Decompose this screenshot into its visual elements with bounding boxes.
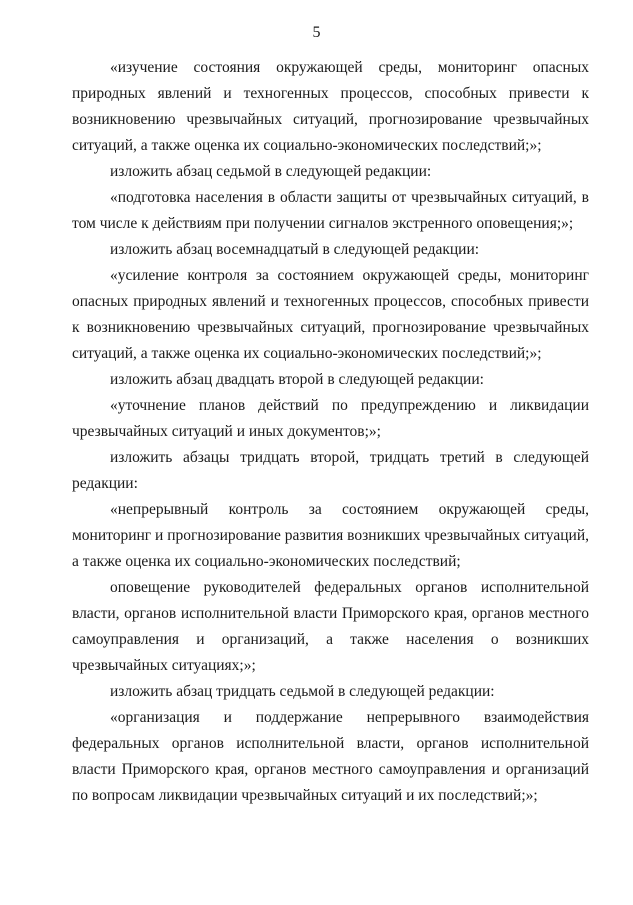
document-body bbox=[72, 55, 589, 809]
paragraph-1: «изучение состояния окружающей среды, мониторинг опасных природных явлений и техногенных процессов, способных привести к возникновению чрезвычайных ситуаций, прогнозирование чрезвычайных ситуаций, а также оценка их социально-экономических последствий;»; bbox=[72, 59, 589, 154]
paragraph-8: изложить абзацы тридцать второй, тридцать третий в следующей редакции: bbox=[72, 449, 589, 492]
paragraph-9: «непрерывный контроль за состоянием окружающей среды, мониторинг и прогнозирование развития возникших чрезвычайных ситуаций, а также оценка их социально-экономических последствий; bbox=[72, 501, 589, 570]
paragraph-12: «организация и поддержание непрерывного взаимодействия федеральных органов исполнительной власти, органов исполнительной власти Приморского края, органов местного самоуправления и организаций по вопросам ликвидации чрезвычайных ситуаций и их последствий;»; bbox=[72, 709, 589, 804]
paragraph-10: оповещение руководителей федеральных органов исполнительной власти, органов исполнительной власти Приморского края, органов местного самоуправления и организаций, а также населения о возникших чрезвычайных ситуациях;»; bbox=[72, 579, 589, 674]
paragraph-7: «уточнение планов действий по предупреждению и ликвидации чрезвычайных ситуаций и иных документов;»; bbox=[72, 397, 589, 440]
paragraph-3: «подготовка населения в области защиты от чрезвычайных ситуаций, в том числе к действиям при получении сигналов экстренного оповещения;»; bbox=[72, 189, 589, 232]
paragraph-6: изложить абзац двадцать второй в следующей редакции: bbox=[110, 371, 484, 388]
page-number: 5 bbox=[312, 24, 321, 41]
paragraph-2: изложить абзац седьмой в следующей редакции: bbox=[110, 163, 432, 180]
paragraph-11: изложить абзац тридцать седьмой в следующей редакции: bbox=[110, 683, 495, 700]
paragraph-5: «усиление контроля за состоянием окружающей среды, мониторинг опасных природных явлений и техногенных процессов, способных привести к возникновению чрезвычайных ситуаций, прогнозирование чрезвычайных ситуаций, а также оценка их социально-экономических последствий;»; bbox=[72, 267, 589, 362]
paragraph-4: изложить абзац восемнадцатый в следующей редакции: bbox=[110, 241, 480, 258]
